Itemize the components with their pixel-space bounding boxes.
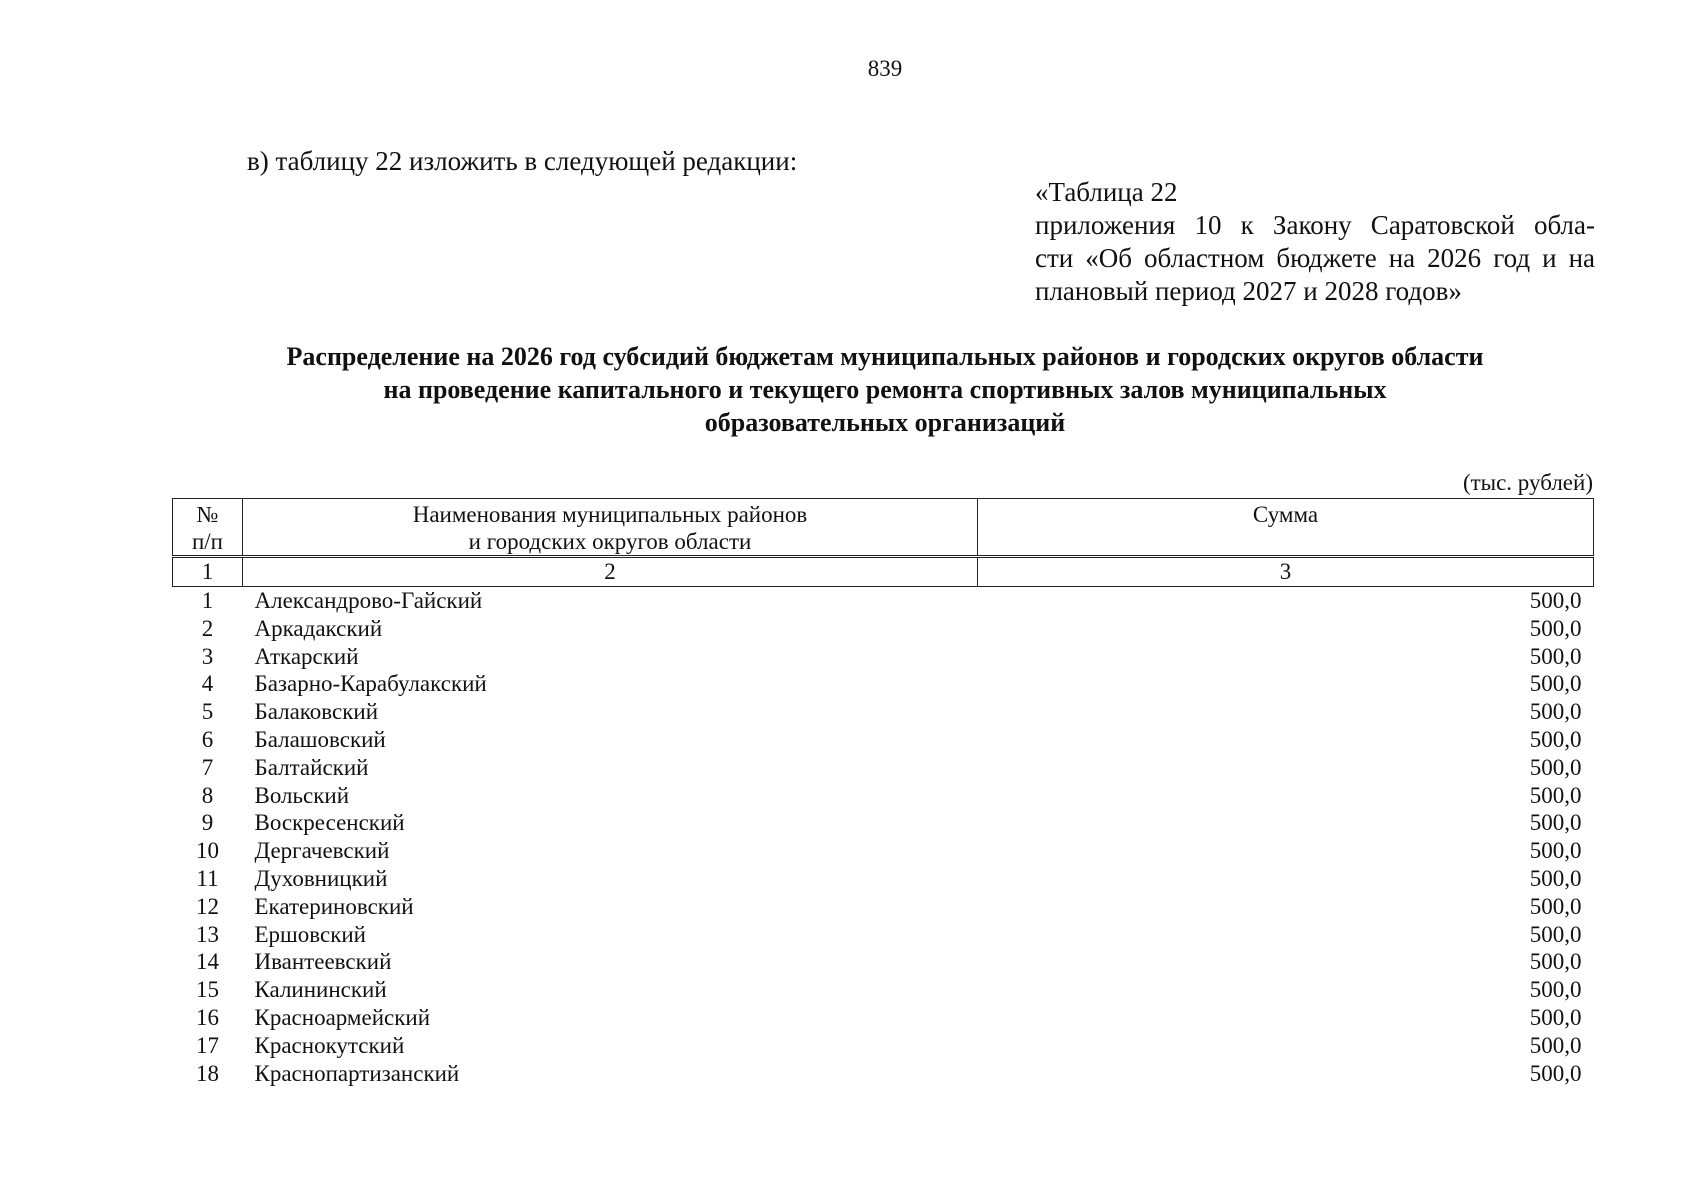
row-sum: 500,0	[1529, 726, 1582, 752]
row-sum: 500,0	[1529, 588, 1582, 613]
row-name: Балашовский	[254, 726, 386, 752]
row-number: 7	[201, 754, 214, 780]
row-sum: 500,0	[1529, 893, 1582, 919]
row-name: Вольский	[254, 782, 350, 808]
table-row	[173, 809, 1594, 837]
row-number: 11	[196, 865, 219, 891]
table-row	[173, 670, 1594, 698]
row-number: 6	[201, 726, 214, 752]
units-label: (тыс. рублей)	[1462, 470, 1593, 495]
table-row	[173, 698, 1594, 726]
row-number: 17	[196, 1032, 219, 1058]
row-sum: 500,0	[1529, 643, 1582, 669]
row-sum: 500,0	[1529, 810, 1582, 836]
row-number: 10	[196, 838, 219, 864]
row-name: Балтайский	[254, 754, 369, 780]
row-number: 16	[196, 1004, 219, 1030]
row-sum: 500,0	[1529, 782, 1582, 808]
table-row	[173, 587, 1594, 615]
table-row	[173, 837, 1594, 865]
row-sum: 500,0	[1529, 977, 1582, 1003]
header-num: № п/п	[173, 499, 243, 557]
page-number: 839	[867, 56, 903, 81]
row-sum: 500,0	[1529, 949, 1582, 975]
row-name: Краснопартизанский	[254, 1060, 460, 1086]
appendix-line: «Таблица 22	[1035, 177, 1178, 207]
appendix-line: плановый период 2027 и 2028 годов»	[1035, 276, 1462, 306]
appendix-line: приложения 10 к Закону Саратовской обла-	[1035, 210, 1595, 240]
column-number: 3	[978, 557, 1594, 587]
row-sum: 500,0	[1529, 1004, 1582, 1030]
row-name: Александрово-Гайский	[254, 588, 483, 613]
row-number: 3	[201, 643, 214, 669]
row-name: Балаковский	[254, 699, 379, 725]
table-row	[173, 1032, 1594, 1060]
row-number: 12	[196, 893, 219, 919]
table-row	[173, 643, 1594, 671]
column-number: 1	[173, 557, 243, 587]
column-number-row	[173, 557, 1594, 587]
table-row	[173, 615, 1594, 643]
intro-text: в) таблицу 22 изложить в следующей редакции:	[247, 146, 798, 176]
table-row	[173, 1004, 1594, 1032]
header-sum: Сумма	[978, 499, 1594, 557]
row-sum: 500,0	[1529, 1032, 1582, 1058]
header-name: Наименования муниципальных районов и городских округов области	[243, 499, 978, 557]
row-sum: 500,0	[1529, 921, 1582, 947]
table-row	[173, 921, 1594, 949]
row-sum: 500,0	[1529, 1060, 1582, 1086]
row-name: Воскресенский	[254, 810, 405, 836]
appendix-line: сти «Об областном бюджете на 2026 год и на	[1035, 243, 1595, 273]
column-number: 2	[243, 557, 978, 587]
row-number: 8	[201, 782, 214, 808]
table-row	[173, 976, 1594, 1004]
table-row	[173, 754, 1594, 782]
row-number: 2	[201, 615, 214, 641]
table-heading	[0, 340, 1697, 439]
row-number: 4	[201, 671, 214, 697]
row-sum: 500,0	[1529, 699, 1582, 725]
heading-line: образовательных организаций	[704, 408, 1066, 437]
row-name: Краснокутский	[254, 1032, 405, 1058]
row-number: 14	[196, 949, 219, 975]
table-row	[173, 726, 1594, 754]
row-number: 13	[196, 921, 219, 947]
row-number: 5	[201, 699, 214, 725]
row-name: Базарно-Карабулакский	[254, 671, 487, 697]
row-name: Ершовский	[254, 921, 366, 947]
row-sum: 500,0	[1529, 838, 1582, 864]
table-row	[173, 865, 1594, 893]
row-name: Дергачевский	[254, 838, 390, 864]
row-name: Калининский	[254, 977, 387, 1003]
row-sum: 500,0	[1529, 865, 1582, 891]
heading-line: Распределение на 2026 год субсидий бюджетам муниципальных районов и городских округов области	[286, 342, 1484, 371]
row-name: Духовницкий	[254, 865, 388, 891]
row-number: 1	[201, 588, 214, 613]
heading-line: на проведение капитального и текущего ремонта спортивных залов муниципальных	[383, 375, 1387, 404]
row-name: Аркадакский	[254, 615, 383, 641]
table-row	[173, 1060, 1594, 1088]
table-header-row	[173, 499, 1594, 557]
subsidy-table	[172, 498, 1594, 1087]
table-row	[173, 948, 1594, 976]
table-row	[173, 782, 1594, 810]
row-name: Красноармейский	[254, 1004, 430, 1030]
row-sum: 500,0	[1529, 615, 1582, 641]
row-number: 15	[196, 977, 219, 1003]
row-number: 18	[196, 1060, 219, 1086]
row-sum: 500,0	[1529, 754, 1582, 780]
row-name: Екатериновский	[254, 893, 414, 919]
table-row	[173, 893, 1594, 921]
appendix-reference	[1035, 176, 1595, 308]
row-number: 9	[201, 810, 214, 836]
row-name: Аткарский	[254, 643, 359, 669]
row-sum: 500,0	[1529, 671, 1582, 697]
row-name: Ивантеевский	[254, 949, 392, 975]
